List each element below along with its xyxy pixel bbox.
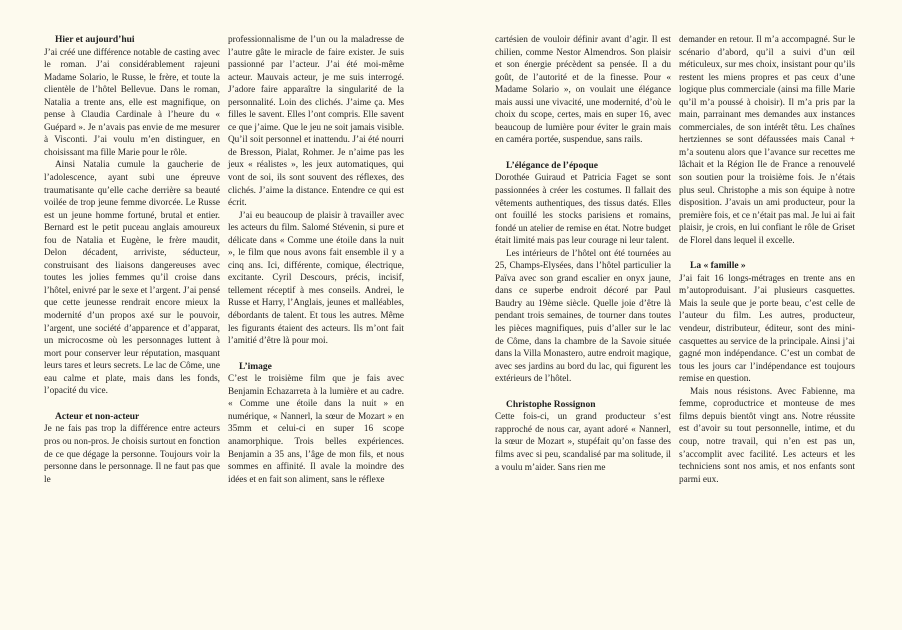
paragraph: professionnalisme de l’un ou la maladresse de l’autre gâte le miracle de faire exister. Je suis passionné par l’acteur. J’ai été moi-même acteur. Mauvais acteur, je me suis interrogé. J’adore faire apparaître la singularité de la personnalité. Loin des clichés. J’aime ça. Mes filles le savent. Elles l’ont compris. Elle savent ce que j’aime. Que le jeu ne soit jamais visible. Qu’il soit personnel et inattendu. J’ai été nourri de Bresson, Pialat, Rohmer. Je n’aime pas les jeux « réalistes », les jeux automatiques, qui vont de soi, ils sont souvent des réflexes, des clichés. J’aime la distance. Entendre ce qui est écrit. <box>228 35 404 209</box>
section-heading: Hier et aujourd’hui <box>55 35 135 45</box>
paragraph: demander en retour. Il m’a accompagné. Sur le scénario d’abord, qu’il a suivi d’un œil méticuleux, sur mes choix, insistant pour qu’ils restent les miens propres et pas ceux d’une logique plus commerciale (ainsi ma fille Marie qu’il m’a poussé à choisir). Il m’a pris par la main, parrainant mes demandes aux instances commerciales, de son intérêt têtu. Les chaînes hertziennes se sont défaussées mais Canal + m’a soutenu alors que l’avance sur recettes me lâchait et la Région Ile de France a renouvelé son soutien pour la troisième fois. Je n’étais plus seul. Christophe a mis son équipe à notre disposition. J’avais un ami producteur, pour la première fois, et ce n’était pas mal. Je lui ai fait plaisir, je crois, en lui confiant le rôle de Griset de Florel dans lequel il excelle. <box>679 35 855 246</box>
section-spacer <box>495 386 671 399</box>
text-column-4 <box>679 34 855 486</box>
paragraph: Dorothée Guiraud et Patricia Faget se sont passionnées à créer les costumes. Il fallait des vêtements authentiques, des tissus datés. Elles ont fouillé les stocks parisiens et romains, fondé un atelier de remise en état. Notre budget était limité mais pas leur courage ni leur talent. <box>495 173 671 247</box>
paragraph: J’ai fait 16 longs-métrages en trente ans en m’autoproduisant. J’ai plusieurs casquettes. Mais la seule que je porte beau, c’est celle de l’auteur du film. Les autres, producteur, vendeur, distributeur, éditeur, sont des mini-casquettes au service de la principale. Ainsi j’ai gagné mon indépendance. C’est un combat de tous les jours car l’indépendance est toujours remise en question. <box>679 273 855 385</box>
paragraph: Mais nous résistons. Avec Fabienne, ma femme, coproductrice et monteuse de mes films depuis bientôt vingt ans. Notre réussite est d’avoir su tout personnelle, intime, et du coup, notre travail, qui n’en est pas un, s’accomplit avec facilité. Les acteurs et les techniciens sont nos amis, et nos enfants sont parmi eux. <box>679 386 855 485</box>
section-spacer <box>44 398 220 411</box>
section-heading: L’élégance de l’époque <box>506 160 599 171</box>
paragraph: C’est le troisième film que je fais avec Benjamin Echazarreta à la lumière et au cadre. « Comme une étoile dans la nuit » en numérique, « Nannerl, la sœur de Mozart » en 35mm et celui-ci en super 16 scope anamorphique. Trois belles expériences. Benjamin a 35 ans, l’âge de mon fils, et nous sommes en affinité. Il avale la moindre des idées et en fait son aliment, sans le réflexe <box>228 374 404 485</box>
paragraph: Ainsi Natalia cumule la gaucherie de l’adolescence, ayant subi une épreuve traumatisante qu’elle cache derrière sa beauté voilée de trop jeune femme divorcée. Le Russe est un jeune homme fortuné, brutal et entier. Bernard est le petit puceau anglais amoureux fou de Natalia et Eugène, le frère maudit, Delon décadent, arriviste, séducteur, construisant des liaisons dangereuses avec toutes les jolies femmes qu’il croise dans l’hôtel, enivré par le sexe et l’argent. J’ai pensé que cette jeunesse rendrait encore mieux la modernité d’un propos axé sur le pouvoir, l’argent, une société d’apparence et d’apparat, un microcosme où les personnages luttent à mort pour conserver leur réputation, masquant leurs tares et leurs secrets. Le lac de Côme, une eau calme et plate, mais dans les fonds, l’opacité du vice. <box>44 160 220 397</box>
section-spacer <box>228 348 404 361</box>
section-heading: Christophe Rossignon <box>506 399 596 410</box>
section-spacer <box>495 147 671 160</box>
paragraph: J’ai eu beaucoup de plaisir à travailler avec les acteurs du film. Salomé Stévenin, si pure et délicate dans « Comme une étoile dans la nuit », le film que nous avons fait ensemble il y a cinq ans. Ici, différente, comique, électrique, excitante. Cyril Descours, précis, incisif, tellement réceptif à mes conseils. Andrei, le Russe et Harry, l’Anglais, jeunes et malléables, débordants de talent. Et tous les autres. Même les figurants étaient des acteurs. Ils m’ont fait l’amitié d’être là pour moi. <box>228 210 404 347</box>
paragraph: J’ai créé une différence notable de casting avec le roman. J’ai considérablement rajeuni Madame Solario, le Russe, le frère, et toute la clientèle de l’hôtel Bellevue. Dans le roman, Natalia a trente ans, elle est magnifique, on pense à Claudia Cardinale à l’heure du « Guépard ». Je n’avais pas envie de me mesurer à Visconti. J’ai voulu m’en distinguer, en choisissant ma fille Marie pour le rôle. <box>44 47 220 158</box>
text-column-2 <box>228 34 404 486</box>
section-heading: L’image <box>239 361 272 372</box>
section-spacer <box>679 247 855 260</box>
paragraph: Cette fois-ci, un grand producteur s’est rapproché de nous car, ayant adoré « Nannerl, la sœur de Mozart », stupéfait qu’on fasse des films avec si peu, scandalisé par ma solitude, il a voulu m’aider. Sans rien me <box>495 412 671 473</box>
text-column-3 <box>495 34 671 474</box>
text-column-1 <box>44 34 220 486</box>
section-heading: La « famille » <box>690 261 746 272</box>
paragraph: cartésien de vouloir définir avant d’agir. Il est chilien, comme Nestor Almendros. Son plaisir et son énergie précèdent sa pensée. Il a du goût, de l’autorité et de la finesse. Pour « Madame Solario », on voulait une élégance mais aussi une vivacité, une modernité, d’où le choix du scope, certes, mais en super 16, avec beaucoup de lumière pour éviter le grain mais en caméra portée, suspendue, sans rails. <box>495 35 671 146</box>
paragraph: Je ne fais pas trop la différence entre acteurs pros ou non-pros. Je choisis surtout en fonction de ce que dégage la personne. Toujours voir la personne dans le personnage. Il ne faut pas que le <box>44 424 220 485</box>
section-heading: Acteur et non-acteur <box>55 411 140 422</box>
paragraph: Les intérieurs de l’hôtel ont été tournées au 25, Champs-Elysées, dans l’hôtel particulier la Païva avec son grand escalier en onyx jaune, dans ce superbe endroit décoré par Paul Baudry au 19ème siècle. Quelle joie d’être là pendant trois semaines, de tourner dans toutes les pièces magnifiques, puis d’aller sur le lac de Côme, dans la chambre de la Savoie située dans la Villa Monastero, autre endroit magique, avec ses jardins au bord du lac, qui figurent les extérieurs de l’hôtel. <box>495 248 672 385</box>
